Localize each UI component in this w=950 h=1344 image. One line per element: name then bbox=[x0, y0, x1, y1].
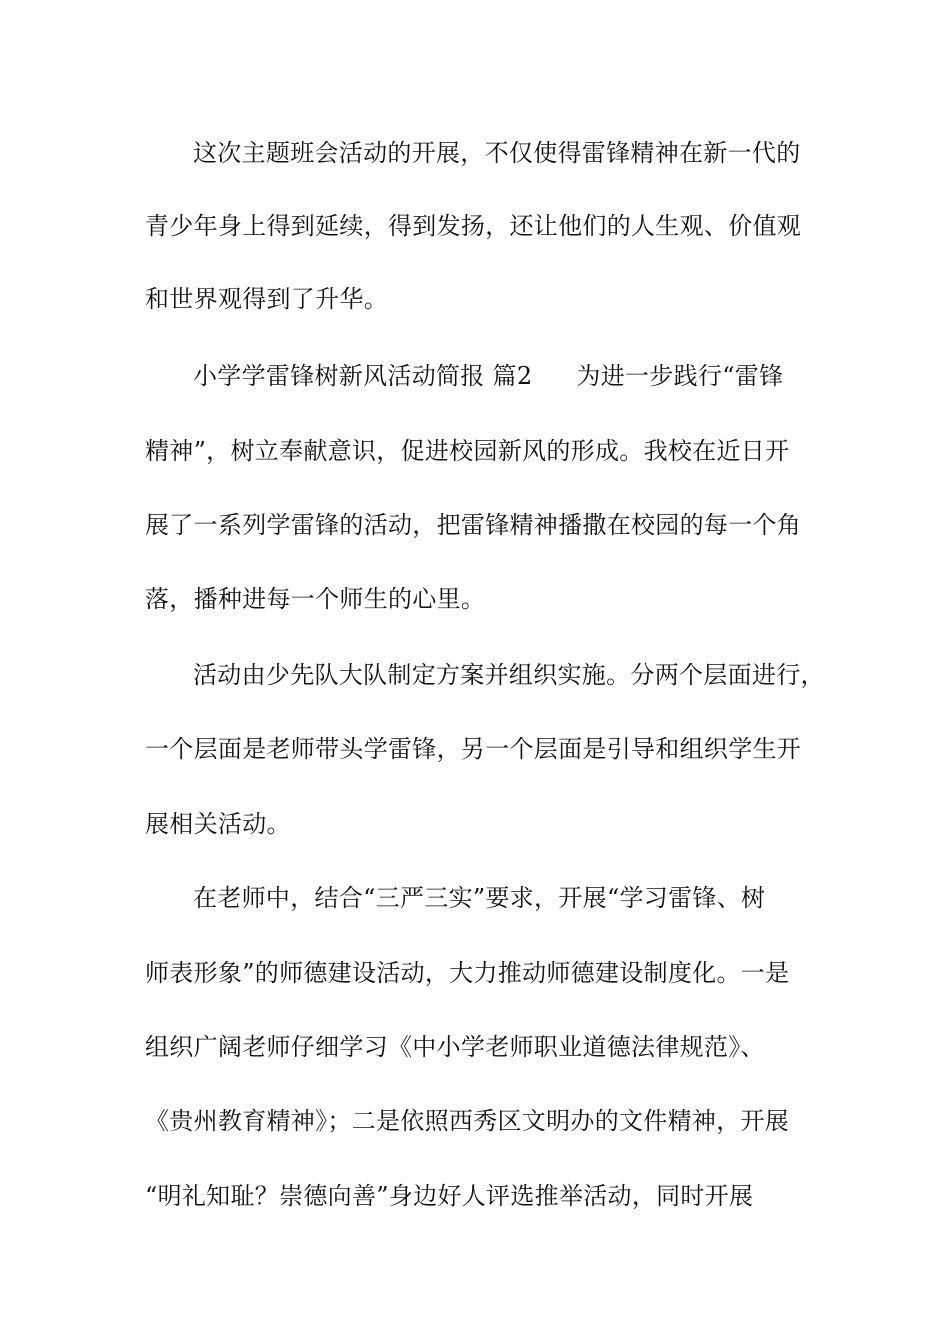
paragraph-3-line-1: 活动由少先队大队制定方案并组织实施。分两个层面进行， bbox=[193, 661, 825, 689]
paragraph-4-line-5: “明礼知耻？崇德向善”身边好人评选推举活动，同时开展 bbox=[145, 1182, 754, 1210]
paragraph-4-line-1: 在老师中，结合“三严三实”要求，开展“学习雷锋、树 bbox=[193, 884, 766, 912]
paragraph-1-line-1: 这次主题班会活动的开展，不仅使得雷锋精神在新一代的 bbox=[193, 139, 801, 167]
paragraph-2-line-2: 精神”，树立奉献意识，促进校园新风的形成。我校在近日开 bbox=[145, 437, 790, 465]
paragraph-3-line-3: 展相关活动。 bbox=[145, 810, 291, 838]
paragraph-2-line-3: 展了一系列学雷锋的活动，把雷锋精神播撒在校园的每一个角 bbox=[145, 511, 802, 539]
paragraph-4-line-4: 《贵州教育精神》；二是依照西秀区文明办的文件精神，开展 bbox=[145, 1107, 790, 1135]
paragraph-3-line-2: 一个层面是老师带头学雷锋，另一个层面是引导和组织学生开 bbox=[145, 735, 802, 763]
paragraph-2-line-1 bbox=[193, 361, 863, 391]
paragraph-4-line-2: 师表形象”的师德建设活动，大力推动师德建设制度化。一是 bbox=[145, 959, 790, 987]
paragraph-2-intro: 为进一步践行“雷锋 bbox=[576, 362, 784, 390]
paragraph-1-line-2: 青少年身上得到延续，得到发扬，还让他们的人生观、价值观 bbox=[145, 212, 802, 240]
paragraph-2-line-4: 落，播种进每一个师生的心里。 bbox=[145, 585, 486, 613]
section-heading: 小学学雷锋树新风活动简报 篇2 bbox=[193, 362, 533, 390]
paragraph-4-line-3: 组织广阔老师仔细学习《中小学老师职业道德法律规范》、 bbox=[145, 1033, 765, 1061]
paragraph-1-line-3: 和世界观得到了升华。 bbox=[145, 285, 388, 313]
